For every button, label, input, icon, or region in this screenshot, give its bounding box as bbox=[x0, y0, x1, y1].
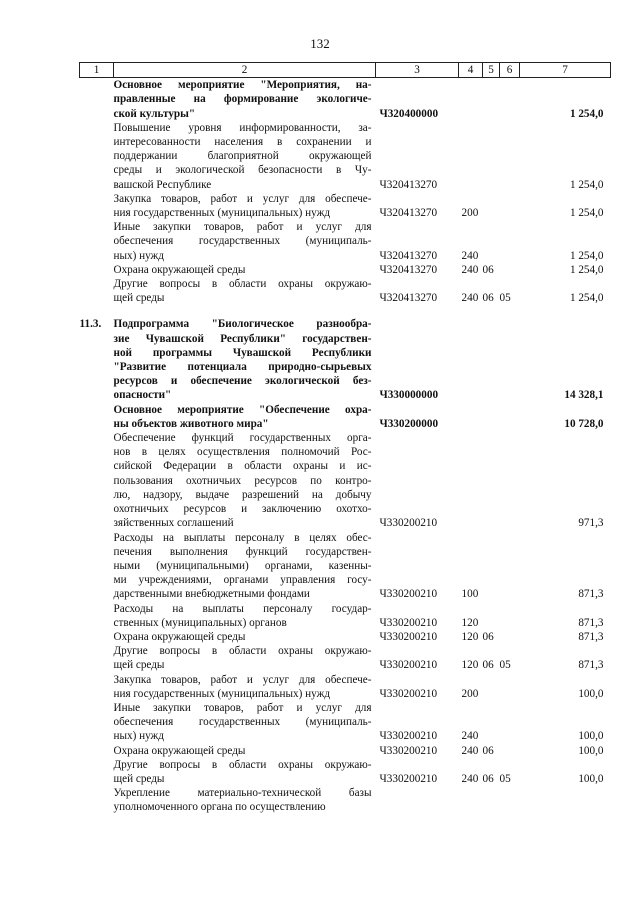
subsection-code: 05 bbox=[499, 292, 511, 305]
row-name bbox=[114, 786, 376, 814]
row-number bbox=[80, 220, 114, 263]
subsection-code bbox=[500, 220, 520, 263]
row-number bbox=[80, 121, 114, 192]
row-name-line: Расходы на выплаты персоналу в целях обес- bbox=[113, 531, 372, 544]
expense-type-code: 120 bbox=[461, 630, 479, 643]
row-name-line: Повышение уровня информированности, за- bbox=[113, 121, 372, 134]
table-row bbox=[80, 263, 611, 277]
subsection-code bbox=[500, 701, 520, 744]
table-row bbox=[80, 317, 611, 402]
row-name-line: Другие вопросы в области охраны окружаю- bbox=[113, 758, 372, 771]
row-name-line: Обеспечение функций государственных орга- bbox=[113, 432, 372, 445]
section-code: 06 bbox=[482, 630, 494, 643]
header-col-4: 4 bbox=[459, 63, 483, 78]
row-name-line: среды и экологической безопасности в Чу- bbox=[113, 164, 372, 177]
expense-type-code bbox=[459, 121, 483, 192]
subsection-code bbox=[500, 121, 520, 192]
row-number bbox=[80, 277, 114, 305]
row-name-line: Иные закупки товаров, работ и услуг для bbox=[113, 701, 372, 714]
target-article-code: Ч320400000 bbox=[379, 107, 439, 120]
section-code bbox=[483, 602, 500, 630]
row-name-line: Иные закупки товаров, работ и услуг для bbox=[113, 221, 372, 234]
expense-type-code: 200 bbox=[461, 207, 479, 220]
row-name-line: пользования охотничьих ресурсов по контро- bbox=[113, 474, 372, 487]
row-number bbox=[80, 263, 114, 277]
target-article-code: Ч330200210 bbox=[379, 588, 438, 601]
row-number bbox=[80, 192, 114, 220]
row-name-line: ной программы Чувашской Республики bbox=[113, 346, 372, 359]
section-code bbox=[483, 701, 500, 744]
section-code bbox=[483, 531, 500, 602]
target-article-code: Ч330200210 bbox=[379, 517, 438, 530]
row-name-line: Закупка товаров, работ и услуг для обеспече- bbox=[113, 673, 372, 686]
table-row bbox=[80, 403, 611, 431]
row-name-line: ской культуры" bbox=[113, 107, 196, 120]
row-name-line: обеспечения государственных (муниципаль- bbox=[113, 235, 372, 248]
target-article-code: Ч330200000 bbox=[379, 417, 439, 430]
row-name-line: ных) нужд bbox=[113, 730, 164, 743]
expense-type-code: 240 bbox=[461, 249, 479, 262]
target-article-code: Ч330000000 bbox=[379, 389, 439, 402]
row-number bbox=[80, 701, 114, 744]
target-article-code: Ч320413270 bbox=[379, 263, 438, 276]
table-row bbox=[80, 786, 611, 814]
section-code: 06 bbox=[482, 744, 494, 757]
subsection-code bbox=[500, 744, 520, 758]
row-number bbox=[80, 644, 114, 672]
row-name-line: ми учреждениями, органами управления госу- bbox=[113, 574, 372, 587]
amount: 14 328,1 bbox=[564, 389, 604, 402]
table-row bbox=[80, 644, 611, 672]
amount: 1 254,0 bbox=[569, 207, 604, 220]
expense-type-code: 240 bbox=[461, 772, 479, 785]
row-name-line: правленные на формирование экологиче- bbox=[113, 93, 372, 106]
row-name bbox=[114, 758, 376, 786]
expense-type-code: 240 bbox=[461, 263, 479, 276]
amount: 871,3 bbox=[578, 630, 604, 643]
target-article-code: Ч320413270 bbox=[379, 207, 438, 220]
table-row bbox=[80, 121, 611, 192]
row-name-line: печения выполнения функций государствен- bbox=[113, 545, 372, 558]
row-name-line: обеспечения государственных (муниципаль- bbox=[113, 716, 372, 729]
row-name bbox=[114, 121, 376, 192]
row-name-line: вашской Республике bbox=[113, 178, 212, 191]
row-name bbox=[114, 78, 376, 121]
expense-type-code: 200 bbox=[461, 687, 479, 700]
row-name-line: нов в целях осуществления полномочий Рос- bbox=[113, 446, 372, 459]
subsection-code: 05 bbox=[499, 659, 511, 672]
section-code bbox=[483, 192, 500, 220]
section-code: 06 bbox=[482, 292, 494, 305]
target-article-code: Ч330200210 bbox=[379, 630, 438, 643]
section-code bbox=[483, 78, 500, 121]
row-name-line: Подпрограмма "Биологическое разнообра- bbox=[113, 318, 372, 331]
row-name-line: ственных (муниципальных) органов bbox=[113, 616, 287, 629]
target-article-code: Ч320413270 bbox=[379, 178, 438, 191]
section-code bbox=[483, 220, 500, 263]
table-row bbox=[80, 531, 611, 602]
row-name-line: дарственными внебюджетными фондами bbox=[113, 588, 310, 601]
amount: 871,3 bbox=[578, 616, 604, 629]
table-row bbox=[80, 602, 611, 630]
expense-type-code: 240 bbox=[461, 744, 479, 757]
row-number: 11.3. bbox=[79, 318, 102, 331]
row-name-line: Другие вопросы в области охраны окружаю- bbox=[113, 278, 372, 291]
target-article-code: Ч330200210 bbox=[379, 687, 438, 700]
row-name-line: ных) нужд bbox=[113, 249, 164, 262]
row-name-line: интересованности населения в сохранении и bbox=[113, 136, 372, 149]
section-code bbox=[483, 431, 500, 530]
table-row bbox=[80, 78, 611, 121]
row-name bbox=[114, 531, 376, 602]
row-name bbox=[114, 744, 376, 758]
row-name-line: Охрана окружающей среды bbox=[113, 263, 246, 276]
amount: 871,3 bbox=[578, 588, 604, 601]
header-col-7: 7 bbox=[520, 63, 611, 78]
row-name-line: уполномоченного органа по осуществлению bbox=[113, 801, 326, 814]
amount: 1 254,0 bbox=[569, 107, 604, 120]
row-name bbox=[114, 644, 376, 672]
row-name-line: ния государственных (муниципальных) нужд bbox=[113, 207, 331, 220]
row-name bbox=[114, 431, 376, 530]
section-code: 06 bbox=[482, 263, 494, 276]
spacer-row bbox=[80, 305, 611, 317]
section-code: 06 bbox=[482, 659, 494, 672]
subsection-code bbox=[500, 630, 520, 644]
amount: 1 254,0 bbox=[569, 249, 604, 262]
row-name-line: сийской Федерации в области охраны и ис- bbox=[113, 460, 372, 473]
row-number bbox=[80, 403, 114, 431]
section-code bbox=[483, 403, 500, 431]
row-name-line: лю, надзору, выдаче разрешений на добычу bbox=[113, 488, 372, 501]
target-article-code: Ч320413270 bbox=[379, 249, 438, 262]
row-name bbox=[114, 403, 376, 431]
row-name-line: Основное мероприятие "Обеспечение охра- bbox=[113, 403, 372, 416]
subsection-code bbox=[500, 317, 520, 402]
expense-type-code: 240 bbox=[461, 730, 479, 743]
row-name-line: "Развитие потенциала природно-сырьевых bbox=[113, 361, 372, 374]
amount: 100,0 bbox=[578, 687, 604, 700]
target-article-code bbox=[376, 786, 459, 814]
amount: 871,3 bbox=[578, 659, 604, 672]
row-name bbox=[114, 192, 376, 220]
subsection-code bbox=[500, 673, 520, 701]
subsection-code bbox=[500, 403, 520, 431]
subsection-code bbox=[500, 78, 520, 121]
row-name-line: ния государственных (муниципальных) нужд bbox=[113, 687, 331, 700]
row-name-line: Закупка товаров, работ и услуг для обеспече- bbox=[113, 192, 372, 205]
page-number: 132 bbox=[310, 36, 330, 51]
target-article-code: Ч330200210 bbox=[379, 659, 438, 672]
row-number bbox=[80, 602, 114, 630]
header-col-5: 5 bbox=[483, 63, 500, 78]
row-number bbox=[80, 531, 114, 602]
amount: 971,3 bbox=[578, 517, 604, 530]
expense-type-code bbox=[459, 78, 483, 121]
row-name bbox=[114, 220, 376, 263]
table-row bbox=[80, 431, 611, 530]
row-number bbox=[80, 78, 114, 121]
header-col-6: 6 bbox=[500, 63, 520, 78]
subsection-code bbox=[500, 786, 520, 814]
subsection-code: 05 bbox=[499, 772, 511, 785]
expense-type-code bbox=[459, 317, 483, 402]
row-name bbox=[114, 263, 376, 277]
header-row bbox=[80, 63, 611, 78]
spacer-cell bbox=[80, 305, 611, 317]
budget-table bbox=[79, 62, 611, 815]
subsection-code bbox=[500, 602, 520, 630]
amount: 100,0 bbox=[578, 730, 604, 743]
table-row bbox=[80, 277, 611, 305]
row-name-line: зяйственных соглашений bbox=[113, 517, 234, 530]
budget-body bbox=[80, 78, 611, 815]
row-name bbox=[114, 602, 376, 630]
table-row bbox=[80, 673, 611, 701]
expense-type-code: 120 bbox=[461, 659, 479, 672]
expense-type-code bbox=[459, 403, 483, 431]
amount: 100,0 bbox=[578, 744, 604, 757]
table-row bbox=[80, 744, 611, 758]
row-name-line: Укрепление материально-технической базы bbox=[113, 787, 372, 800]
header-col-3: 3 bbox=[376, 63, 459, 78]
row-name-line: Расходы на выплаты персоналу государ- bbox=[113, 602, 372, 615]
row-name-line: щей среды bbox=[113, 659, 165, 672]
subsection-code bbox=[500, 431, 520, 530]
row-number bbox=[80, 744, 114, 758]
target-article-code: Ч330200210 bbox=[379, 772, 438, 785]
row-name-line: ны объектов животного мира" bbox=[113, 417, 269, 430]
row-name-line: ными (муниципальными) органами, казенны- bbox=[113, 559, 372, 572]
section-code bbox=[483, 121, 500, 192]
row-name-line: зие Чувашской Республики" государствен- bbox=[113, 332, 372, 345]
target-article-code: Ч330200210 bbox=[379, 744, 438, 757]
row-name bbox=[114, 701, 376, 744]
row-name-line: щей среды bbox=[113, 292, 165, 305]
target-article-code: Ч330200210 bbox=[379, 616, 438, 629]
target-article-code: Ч330200210 bbox=[379, 730, 438, 743]
target-article-code: Ч320413270 bbox=[379, 292, 438, 305]
table-row bbox=[80, 630, 611, 644]
row-number bbox=[80, 786, 114, 814]
expense-type-code: 120 bbox=[461, 616, 479, 629]
amount: 1 254,0 bbox=[569, 178, 604, 191]
row-number bbox=[80, 673, 114, 701]
expense-type-code bbox=[459, 786, 483, 814]
section-code bbox=[483, 786, 500, 814]
amount: 1 254,0 bbox=[569, 292, 604, 305]
expense-type-code: 100 bbox=[461, 588, 479, 601]
row-name-line: Охрана окружающей среды bbox=[113, 744, 246, 757]
row-name-line: опасности" bbox=[113, 389, 172, 402]
row-number bbox=[80, 431, 114, 530]
table-row bbox=[80, 192, 611, 220]
header-col-2: 2 bbox=[114, 63, 376, 78]
expense-type-code: 240 bbox=[461, 292, 479, 305]
expense-type-code bbox=[459, 431, 483, 530]
row-name bbox=[114, 673, 376, 701]
row-name bbox=[114, 630, 376, 644]
row-number bbox=[80, 630, 114, 644]
row-name-line: ресурсов и обеспечение экологической без- bbox=[113, 375, 372, 388]
table-row bbox=[80, 701, 611, 744]
section-code: 06 bbox=[482, 772, 494, 785]
amount: 10 728,0 bbox=[564, 417, 604, 430]
subsection-code bbox=[500, 531, 520, 602]
amount bbox=[520, 786, 611, 814]
header-col-1: 1 bbox=[80, 63, 114, 78]
row-name bbox=[114, 277, 376, 305]
subsection-code bbox=[500, 192, 520, 220]
row-name-line: поддержании благоприятной окружающей bbox=[113, 150, 372, 163]
amount: 100,0 bbox=[578, 772, 604, 785]
row-name-line: Другие вопросы в области охраны окружаю- bbox=[113, 645, 372, 658]
row-name-line: щей среды bbox=[113, 772, 165, 785]
section-code bbox=[483, 317, 500, 402]
row-name-line: Охрана окружающей среды bbox=[113, 630, 246, 643]
table-row bbox=[80, 220, 611, 263]
table-row bbox=[80, 758, 611, 786]
section-code bbox=[483, 673, 500, 701]
row-number bbox=[80, 758, 114, 786]
amount: 1 254,0 bbox=[569, 263, 604, 276]
row-name-line: охотничьих ресурсов и заключению охотхо- bbox=[113, 503, 372, 516]
row-name-line: Основное мероприятие "Мероприятия, на- bbox=[113, 79, 372, 92]
subsection-code bbox=[500, 263, 520, 277]
row-name bbox=[114, 317, 376, 402]
